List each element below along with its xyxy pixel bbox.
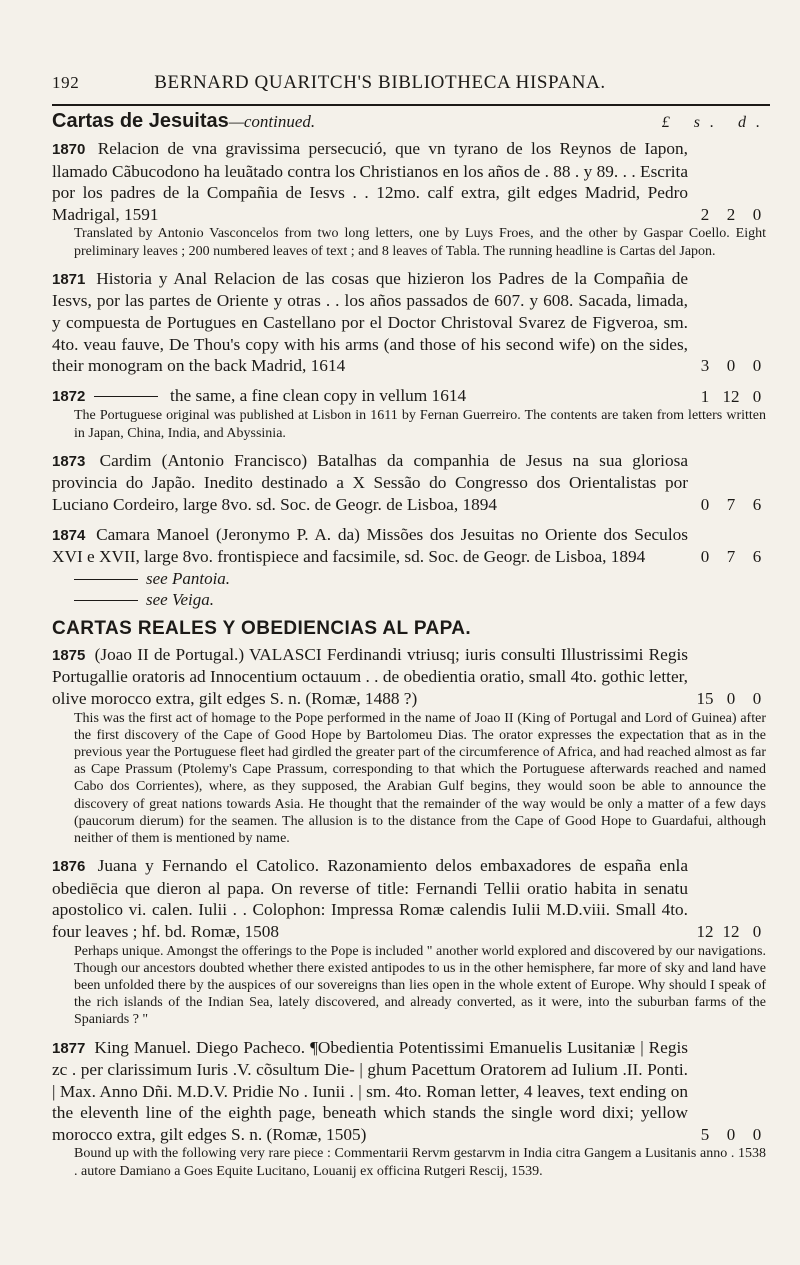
catalogue-entry	[52, 450, 770, 516]
entry-description: Cardim (Antonio Francisco) Batalhas da companhia de Jesus na sua gloriosa provincia do Japão. Inedito destinado a X Sessão do Congresso dos Orientalistas por Luciano Cordeiro, large 8vo. sd. Soc. de Geogr. de Lisboa, 1894	[52, 450, 688, 514]
entry-number: 1876	[52, 858, 86, 876]
cross-reference: see Veiga.	[52, 589, 770, 610]
entry-number: 1871	[52, 270, 86, 288]
page-number: 192	[52, 73, 80, 92]
ditto-dash	[94, 396, 158, 397]
catalogue-content	[52, 138, 770, 1188]
cross-reference: see Pantoia.	[52, 568, 770, 589]
catalogue-entry	[52, 855, 770, 1028]
entry-number: 1875	[52, 646, 86, 664]
entry-price: 3 0 0	[700, 356, 762, 376]
entry-number: 1874	[52, 526, 86, 544]
ditto-dash	[74, 579, 138, 580]
header-rule	[52, 104, 770, 106]
entry-price: 5 0 0	[700, 1124, 762, 1144]
entry-number: 1870	[52, 141, 86, 158]
entry-text	[52, 644, 770, 710]
running-head: BERNARD QUARITCH'S BIBLIOTHECA HISPANA.	[154, 72, 606, 93]
section-title: Cartas de Jesuitas—continued.	[52, 110, 316, 132]
entry-price: 2 2 0	[700, 204, 762, 224]
entry-price: 12 12 0	[696, 921, 762, 941]
catalogue-entry	[52, 524, 770, 610]
entry-description: Historia y Anal Relacion de las cosas que hizieron los Padres de la Compañia de Iesvs, por las partes de Oriente y otras . . los años passados de 607. y 608. Sacada, limada, y compuesta de Portugues en Castellano por el Doctor Christoval Svarez de Figveroa, sm. 4to. veau fauve, De Thou's copy with his arms (and those of his second wife) on the sides, their monogram on the back Madrid, 1614	[52, 268, 689, 376]
entry-text	[52, 138, 770, 225]
catalogue-entry	[52, 1037, 770, 1180]
catalogue-entry	[52, 138, 770, 260]
entry-price: 1 12 0	[700, 386, 762, 406]
entry-text	[52, 385, 770, 408]
catalogue-entry	[52, 268, 770, 377]
currency-columns: £ s. d.	[661, 114, 770, 131]
entry-note: The Portuguese original was published at Lisbon in 1611 by Fernan Guerreiro. The contents are taken from letters written in Japan, China, India, and Abyssinia.	[74, 408, 766, 441]
entry-description: Relacion de vna gravissima persecució, que vn tyrano de los Reynos de Iapon, llamado Cãbucodono ha leuãtado contra los Christianos en los años de . 88 . y 89. . . Escrita por los padres de la Compañia de Iesvs . . 12mo. calf extra, gilt edges Madrid, Pedro Madrigal, 1591	[52, 139, 688, 224]
section-head	[52, 110, 770, 133]
entry-text	[52, 1037, 770, 1146]
entry-text	[52, 855, 770, 942]
catalogue-entry	[52, 385, 770, 442]
entry-note: Perhaps unique. Amongst the offerings to the Pope is included " another world explored and discovered by our navigations. Though our ancestors doubted whether there existed antipodes to us in the other hemisphere, far more of sky and land have been unfolded there by the auspices of our sovereigns than lies open in the whole extent of Europe. Why should I speak of the rich islands of the Indian Sea, lately discovered, and already converted, as it were, into the suburban farms of the Spaniards ? "	[74, 943, 766, 1028]
entry-note: Translated by Antonio Vasconcelos from two long letters, one by Luys Froes, and the other by Gaspar Coello. Eight preliminary leaves ; 200 numbered leaves of text ; and 8 leaves of Tabla. The running headline is Cartas del Japon.	[74, 226, 766, 259]
entry-number: 1877	[52, 1039, 86, 1057]
entry-price: 15 0 0	[696, 688, 762, 708]
entry-text	[52, 524, 770, 568]
entry-text	[52, 450, 770, 516]
entry-price: 0 7 6	[700, 494, 762, 514]
entry-description: Camara Manoel (Jeronymo P. A. da) Missões dos Jesuitas no Oriente dos Seculos XVI e XVII, large 8vo. frontispiece and facsimile, sd. Soc. de Geogr. de Lisboa, 1894	[52, 524, 688, 567]
page-header	[52, 72, 770, 100]
entry-description: King Manuel. Diego Pacheco. ¶Obedientia Potentissimi Emanuelis Lusitaniæ | Regis zc . per clarissimum Iuris .V. cõsultum Die- | ghum Pacettum Oratorem ad Iulium .II. Ponti. | Max. Anno Dñi. M.D.V. Pridie No . Iunii . | sm. 4to. Roman letter, 4 leaves, text ending on the eleventh line of the eighth page, beneath which stands the single word dixi; yellow morocco extra, gilt edges S. n. (Romæ, 1505)	[52, 1037, 688, 1144]
entry-description: Juana y Fernando el Catolico. Razonamiento delos embaxadores de españa enla obediēcia que dieron al papa. On reverse of title: Fernandi Tellii oratio habita in senatu apostolico vi. calen. Iulii . . Colophon: Impressa Romæ calendis Iulii M.D.viii. Small 4to. four leaves ; hf. bd. Romæ, 1508	[52, 856, 689, 941]
entry-note: Bound up with the following very rare piece : Commentarii Rervm gestarvm in India citra Gangem a Lusitanis anno . 1538 . autore Damiano a Goes Equite Lucitano, Louanij ex officina Rutgeri Rescij, 1539.	[74, 1146, 766, 1179]
entry-note: This was the first act of homage to the Pope performed in the name of Joao II (King of Portugal and Lord of Guinea) after the first discovery of the Cape of Good Hope by Bartolomeu Dias. The orator expresses the expectation that as in the previous year the Portuguese fleet had girdled the greater part of the circumference of Africa, and had reached almost as far as Cape Prassum (Ptolemy's Cape Prassum, corresponding to that which the Portuguese afterwards reached and named Cabo dos Corrientes), where, as they supposed, the Arabian Gulf begins, they would soon be able to announce the discovery of great nations towards Asia. He thought that the remainder of the way would be only a matter of a few days (paucorum dierum) for the seamen. The allusion is to the distance from the Cape of Good Hope to Guardafui, although neither of them is mentioned by name.	[74, 710, 766, 846]
entry-description: the same, a fine clean copy in vellum 1614	[170, 385, 467, 405]
entry-description: (Joao II de Portugal.) VALASCI Ferdinandi vtriusq; iuris consulti Illustrissimi Regis Portugallie oratoris ad Innocentium octauum . . de obedientia oratio, small 4to. gothic letter, olive morocco extra, gilt edges S. n. (Romæ, 1488 ?)	[52, 644, 688, 708]
entry-number: 1873	[52, 452, 86, 470]
subheading: CARTAS REALES Y OBEDIENCIAS AL PAPA.	[52, 617, 472, 639]
ditto-dash	[74, 600, 138, 601]
entry-number: 1872	[52, 387, 86, 405]
entry-text	[52, 268, 770, 377]
entry-price: 0 7 6	[700, 547, 762, 567]
catalogue-entry	[52, 644, 770, 847]
